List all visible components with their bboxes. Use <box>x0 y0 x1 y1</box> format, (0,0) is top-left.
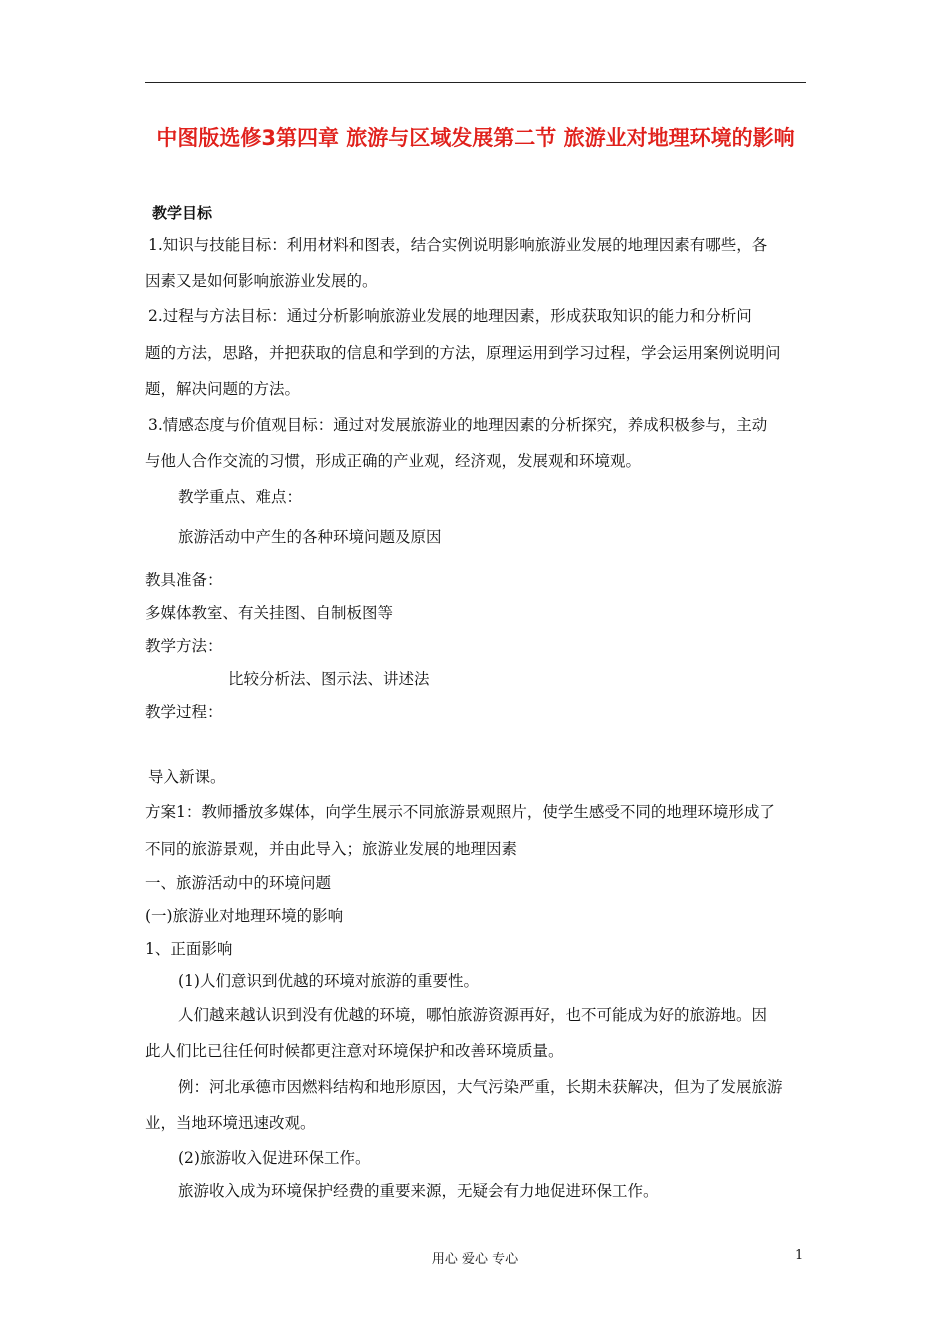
objective-2-line-1: 2.过程与方法目标：通过分析影响旅游业发展的地理因素，形成获取知识的能力和分析问 <box>148 307 752 325</box>
objective-1-line-1: 1.知识与技能目标：利用材料和图表，结合实例说明影响旅游业发展的地理因素有哪些，各 <box>148 236 768 254</box>
document-title: 中图版选修3第四章 旅游与区域发展第二节 旅游业对地理环境的影响 <box>156 126 795 150</box>
plan-line-1: 方案1：教师播放多媒体，向学生展示不同旅游景观照片，使学生感受不同的地理环境形成了 <box>145 803 775 821</box>
subsection-1-heading: (一)旅游业对地理环境的影响 <box>145 907 344 925</box>
objective-2-line-2: 题的方法，思路，并把获取的信息和学到的方法，原理运用到学习过程，学会运用案例说明问 <box>145 344 781 362</box>
objective-3-line-2: 与他人合作交流的习惯，形成正确的产业观，经济观，发展观和环境观。 <box>145 452 642 470</box>
objective-1-line-2: 因素又是如何影响旅游业发展的。 <box>145 272 378 290</box>
page-footer: 用心 爱心 专心 <box>431 1252 519 1267</box>
header-rule <box>145 82 806 83</box>
positive-impact-heading: 1、正面影响 <box>145 940 233 958</box>
plan-line-2: 不同的旅游景观，并由此导入；旅游业发展的地理因素 <box>145 840 518 858</box>
example-line-2: 业，当地环境迅速改观。 <box>145 1114 316 1132</box>
point-2-heading: (2)旅游收入促进环保工作。 <box>178 1149 371 1167</box>
point-1-text-line-2: 此人们比已往任何时候都更注意对环境保护和改善环境质量。 <box>145 1042 564 1060</box>
key-points-heading: 教学重点、难点： <box>178 488 303 506</box>
point-2-text: 旅游收入成为环境保护经费的重要来源，无疑会有力地促进环保工作。 <box>178 1182 659 1200</box>
methods: 比较分析法、图示法、讲述法 <box>228 670 430 688</box>
tools-heading: 教具准备： <box>145 571 223 589</box>
objective-3-line-1: 3.情感态度与价值观目标：通过对发展旅游业的地理因素的分析探究，养成积极参与，主动 <box>148 416 768 434</box>
process-heading: 教学过程： <box>145 703 223 721</box>
key-points: 旅游活动中产生的各种环境问题及原因 <box>178 528 442 546</box>
methods-heading: 教学方法： <box>145 637 223 655</box>
intro: 导入新课。 <box>148 768 226 786</box>
section-1-heading: 一、旅游活动中的环境问题 <box>145 874 332 892</box>
point-1-text-line-1: 人们越来越认识到没有优越的环境，哪怕旅游资源再好，也不可能成为好的旅游地。因 <box>178 1006 768 1024</box>
example-line-1: 例：河北承德市因燃料结构和地形原因，大气污染严重，长期未获解决，但为了发展旅游 <box>178 1078 783 1096</box>
point-1-heading: (1)人们意识到优越的环境对旅游的重要性。 <box>178 972 479 990</box>
objective-2-line-3: 题，解决问题的方法。 <box>145 380 301 398</box>
page-number: 1 <box>795 1248 804 1263</box>
objectives-heading: 教学目标 <box>152 204 213 222</box>
tools: 多媒体教室、有关挂图、自制板图等 <box>145 604 394 622</box>
